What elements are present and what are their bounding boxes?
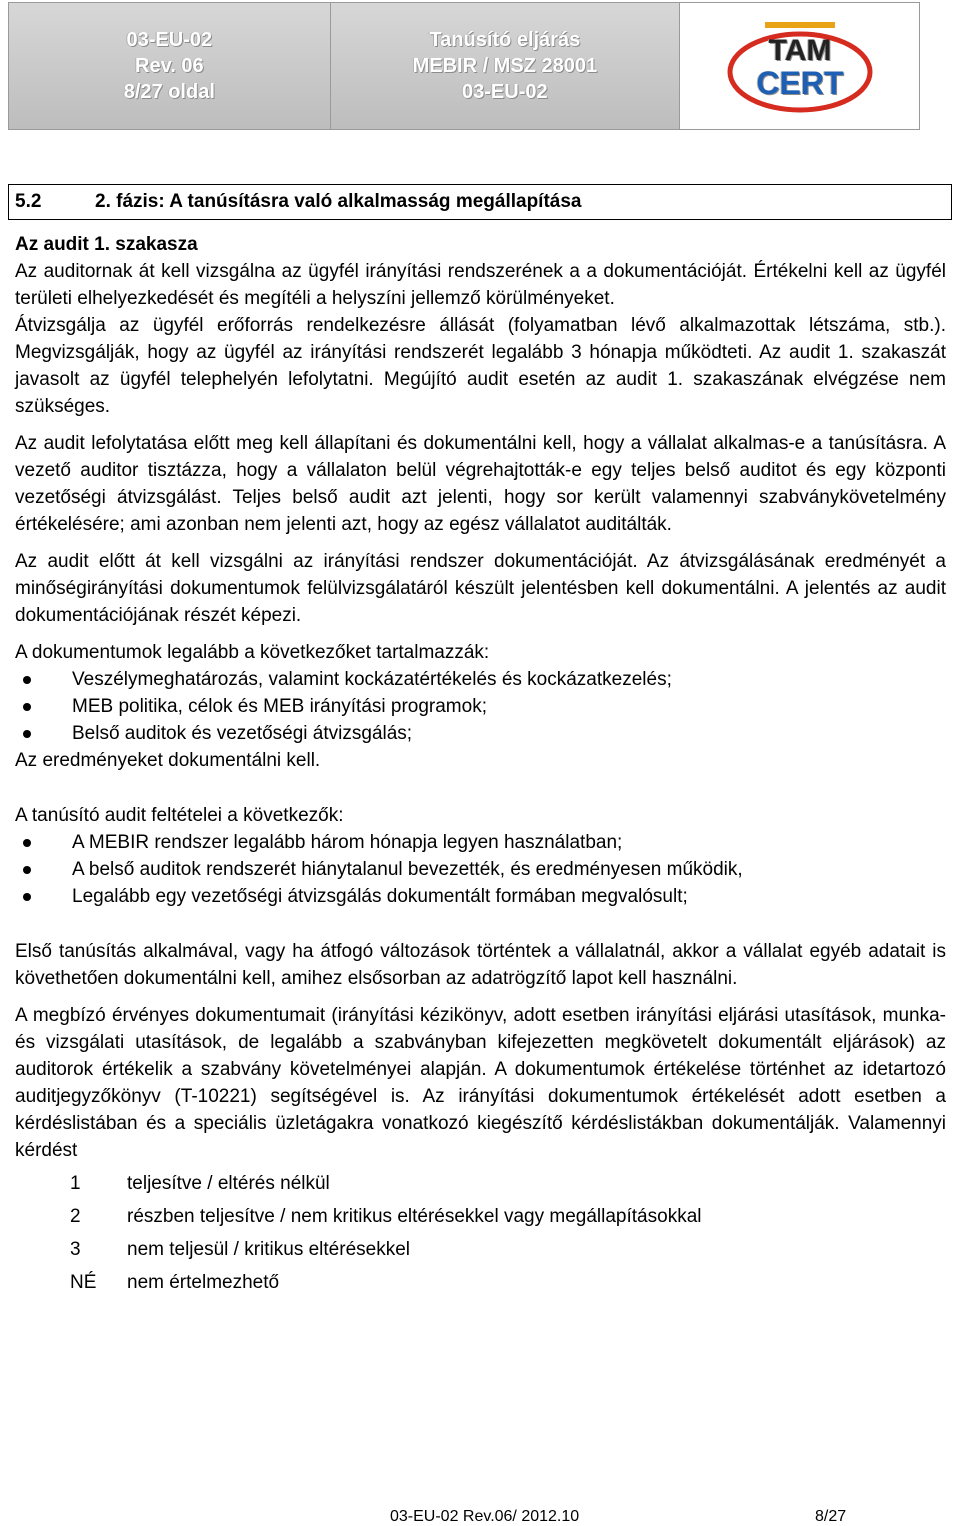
logo-text-top: TAM — [768, 34, 831, 67]
paragraph-5: Első tanúsítás alkalmával, vagy ha átfogó változások történtek a vállalatnál, akkor a vállalat egyéb adatait is követhetően dokumentálni kell, amihez elsősorban az adatrögzítő lapot kell használni. — [15, 941, 946, 989]
list-2-intro: A tanúsító audit feltételei a következők: — [15, 805, 344, 826]
paragraph-2: Átvizsgálja az ügyfél erőforrás rendelkezésre állását (folyamatban lévő alkalmazottak létszáma, stb.). Megvizsgálják, hogy az ügyfél az irányítási rendszerét legalább 3 hónapja működteti. Az audit 1. szakaszát javasolt az ügyfél telephelyén lefolytatni. Megújító audit esetén az audit 1. szakaszának elvégzése nem szükséges. — [15, 315, 946, 417]
footer-version: 03-EU-02 Rev.06/ 2012.10 — [390, 1508, 580, 1525]
list-item: Legalább egy vezetőségi átvizsgálás dokumentált formában megvalósult; — [15, 883, 946, 910]
paragraph-1: Az auditornak át kell vizsgálna az ügyfél irányítási rendszerének a a dokumentációját. Értékelni kell az ügyfél területi elhelyezkedését és megítéli a helyszíni jellemző körülményeket. — [15, 261, 946, 309]
rating-code: NÉ — [70, 1272, 97, 1293]
header-standard: MEBIR / MSZ 28001 — [412, 55, 598, 77]
header-doc-info — [9, 3, 331, 129]
rating-row — [15, 1170, 946, 1197]
list-item: MEB politika, célok és MEB irányítási programok; — [15, 693, 946, 720]
rating-text: teljesítve / eltérés nélkül — [127, 1173, 330, 1194]
document-header — [8, 2, 920, 130]
rating-code: 2 — [70, 1206, 81, 1227]
header-title: Tanúsító eljárás — [429, 29, 581, 51]
document-body — [15, 231, 946, 1296]
rating-code: 1 — [70, 1173, 81, 1194]
rating-row — [15, 1269, 946, 1296]
rating-text: nem értelmezhető — [127, 1272, 280, 1293]
rating-row — [15, 1203, 946, 1230]
rating-text: részben teljesítve / nem kritikus eltérésekkel vagy megállapításokkal — [127, 1206, 702, 1227]
section-title: 2. fázis: A tanúsításra való alkalmasság megállapítása — [95, 191, 582, 212]
paragraph-4: Az audit előtt át kell vizsgálni az irányítási rendszer dokumentációját. Az átvizsgálásának eredményét a minőségirányítási dokumentumok felülvizsgálatáról készült jelentésben kell dokumentálni. A jelentés az audit dokumentációjának részét képezi. — [15, 551, 946, 626]
rating-code: 3 — [70, 1239, 81, 1260]
list-item: A MEBIR rendszer legalább három hónapja legyen használatban; — [15, 829, 946, 856]
header-page: 8/27 oldal — [123, 81, 215, 103]
rating-row — [15, 1236, 946, 1263]
header-doc-code: 03-EU-02 — [126, 29, 213, 51]
list-item: Veszélymeghatározás, valamint kockázatértékelés és kockázatkezelés; — [15, 666, 946, 693]
section-heading — [8, 184, 952, 220]
list-1-intro: A dokumentumok legalább a következőket tartalmazzák: — [15, 642, 490, 663]
list-item: Belső auditok és vezetőségi átvizsgálás; — [15, 720, 946, 747]
rating-text: nem teljesül / kritikus eltérésekkel — [127, 1239, 410, 1260]
paragraph-3: Az audit lefolytatása előtt meg kell állapítani és dokumentálni kell, hogy a vállalat alkalmas-e a tanúsításra. A vezető auditor tisztázza, hogy a vállalaton belül végrehajtották-e egy teljes belső auditot és egy központi vezetőségi átvizsgálást. Teljes belső audit azt jelenti, hogy sor került valamennyi szabványkövetelmény értékelésére; ami azonban nem jelenti azt, hogy az egész vállalatot auditálták. — [15, 433, 946, 535]
header-revision: Rev. 06 — [135, 55, 204, 77]
header-title-block — [331, 3, 680, 129]
conditions-list — [15, 829, 946, 910]
list-item: A belső auditok rendszerét hiánytalanul bevezették, és eredményesen működik, — [15, 856, 946, 883]
tamcert-logo-icon — [725, 14, 875, 118]
documents-list — [15, 666, 946, 747]
section-number: 5.2 — [15, 191, 42, 212]
header-code: 03-EU-02 — [462, 81, 548, 103]
footer-page-number: 8/27 — [815, 1508, 847, 1525]
paragraph-6: A megbízó érvényes dokumentumait (irányítási kézikönyv, adott esetben irányítási eljárási utasítások, munka- és vizsgálati utasítások, de legalább a szabványban kifejezetten megkövetelt dokumentált eljárások) az auditorok értékelik a szabvány követelményei alapján. A dokumentumok értékelése történhet az idetartozó auditjegyzőkönyv (T-10221) segítségével is. Az irányítási dokumentumok értékelését adott esetben a kérdéslistában és a speciális üzletágakra vonatkozó kiegészítő kérdéslistákban dokumentálják. Valamennyi kérdést — [15, 1005, 946, 1161]
list-1-outro: Az eredményeket dokumentálni kell. — [15, 750, 321, 771]
tamcert-logo — [680, 3, 919, 129]
logo-text-bottom: CERT — [755, 65, 844, 101]
subheading: Az audit 1. szakasza — [15, 234, 198, 255]
